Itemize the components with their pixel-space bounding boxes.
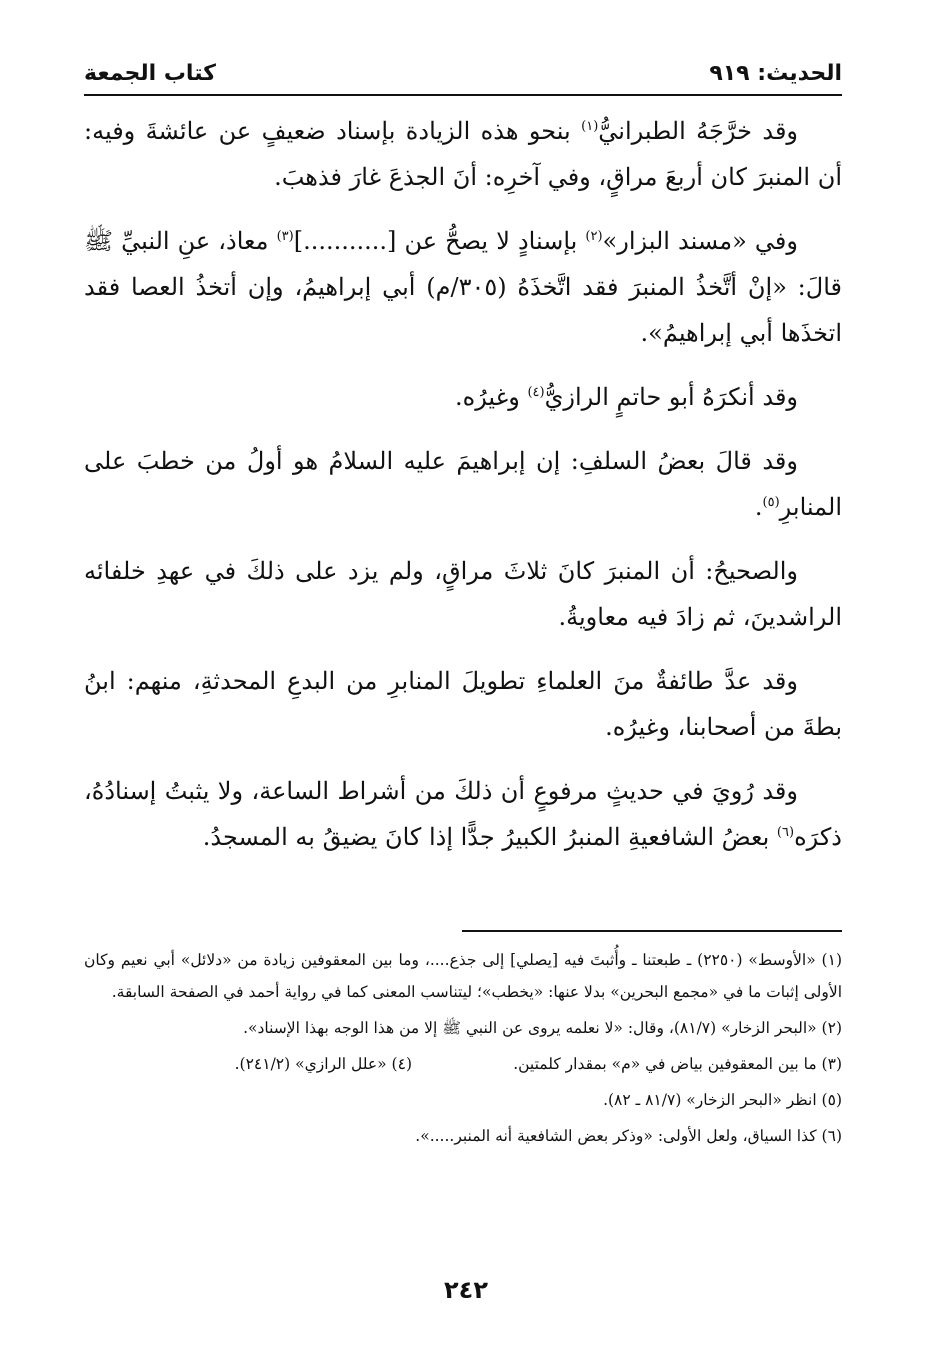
paragraph [84, 438, 842, 530]
paragraph [84, 108, 842, 200]
paragraph-text: معاذ، عنِ النبيِّ ﷺ قالَ: «إنْ أتَّخذُ المنبرَ فقد اتَّخذَهُ (٣٠٥/م) أبي إبراهيمُ، وإن أتخذُ العصا فقد اتخذَها أبي إبراهيمُ». [84, 227, 842, 347]
footnote-row [84, 1048, 842, 1080]
footnote-marker: (٣) [276, 229, 294, 244]
paragraph-text: بعضُ الشافعيةِ المنبرُ الكبيرُ جدًّا إذا كانَ يضيقُ به المسجدُ. [202, 823, 777, 851]
paragraph-text: بنحو هذه الزيادة بإسناد ضعيفٍ عن عائشةَ وفيه: أن المنبرَ كان أربعَ مراقٍ، وفي آخرِه: أنَ الجذعَ غارَ فذهبَ. [84, 117, 842, 191]
paragraph-text: وقد قالَ بعضُ السلفِ: إن إبراهيمَ عليه السلامُ هو أولُ من خطبَ على المنابرِ [84, 447, 842, 521]
footnote-marker: (٥) [762, 495, 780, 510]
paragraph [84, 768, 842, 860]
footnote-1: (١) «الأوسط» (٢٢٥٠) ـ طبعتنا ـ وأُثبتَ فيه [يصلي] إلى جذع....، وما بين المعقوفين زيادة من «دلائل» أبي نعيم وكان الأولى إثبات ما في «مجمع البحرين» بدلا عنها: «يخطب»؛ ليتناسب المعنى كما في رواية أحمد في الصفحة السابقة. [84, 951, 842, 1001]
footnote-2: (٢) «البحر الزخار» (٨١/٧)، وقال: «لا نعلمه يروى عن النبي ﷺ إلا من هذا الوجه بهذا الإسناد». [243, 1019, 842, 1037]
paragraph-text: وفي «مسند البزار» [602, 227, 798, 255]
paragraph [84, 218, 842, 356]
paragraph-text: وقد عدَّ طائفةٌ منَ العلماءِ تطويلَ المنابرِ من البدعِ المحدثةِ، منهم: ابنُ بطةَ من أصحابنا، وغيرُه. [84, 667, 842, 741]
paragraph [84, 548, 842, 640]
paragraph-text: وقد خرَّجَهُ الطبرانيُّ [598, 117, 799, 145]
page-number: ٢٤٢ [444, 1276, 488, 1304]
paragraph-text: والصحيحُ: أن المنبرَ كانَ ثلاثَ مراقٍ، ولم يزد على ذلكَ في عهدِ خلفائه الراشدينَ، ثم زادَ فيه معاويةُ. [84, 557, 842, 631]
footnotes [84, 944, 842, 1156]
paragraph-text: بإسنادٍ لا يصحُّ عن [...........] [293, 227, 586, 255]
paragraph [84, 374, 842, 420]
footnote-marker: (٤) [527, 385, 545, 400]
book-title: كتاب الجمعة [84, 61, 216, 86]
footnote-4: (٤) «علل الرازي» (٢٤١/٢). [234, 1055, 412, 1073]
footnote-3: (٣) ما بين المعقوفين بياض في «م» بمقدار كلمتين. [513, 1055, 842, 1073]
main-text [84, 108, 842, 878]
footnote-marker: (٦) [776, 825, 795, 840]
hadith-number-label: الحديث: ٩١٩ [709, 61, 842, 86]
footnote-6: (٦) كذا السياق، ولعل الأولى: «وذكر بعض الشافعية أنه المنبر.....». [415, 1127, 842, 1145]
paragraph-text: وغيرُه. [454, 383, 528, 411]
running-header [84, 58, 842, 96]
paragraph [84, 658, 842, 750]
paragraph-text: . [754, 493, 763, 521]
paragraph-text: وقد أنكرَهُ أبو حاتمٍ الرازيُّ [544, 383, 798, 411]
footnote-separator [462, 930, 842, 932]
footnote-marker: (٢) [585, 229, 603, 244]
footnote-marker: (١) [581, 119, 599, 134]
footnote-5: (٥) انظر «البحر الزخار» (٨١/٧ ـ ٨٢). [603, 1091, 842, 1109]
paragraph-text: وقد رُويَ في حديثٍ مرفوعٍ أن ذلكَ من أشراط الساعة، ولا يثبتُ إسنادُهُ، ذكرَه [84, 777, 842, 851]
